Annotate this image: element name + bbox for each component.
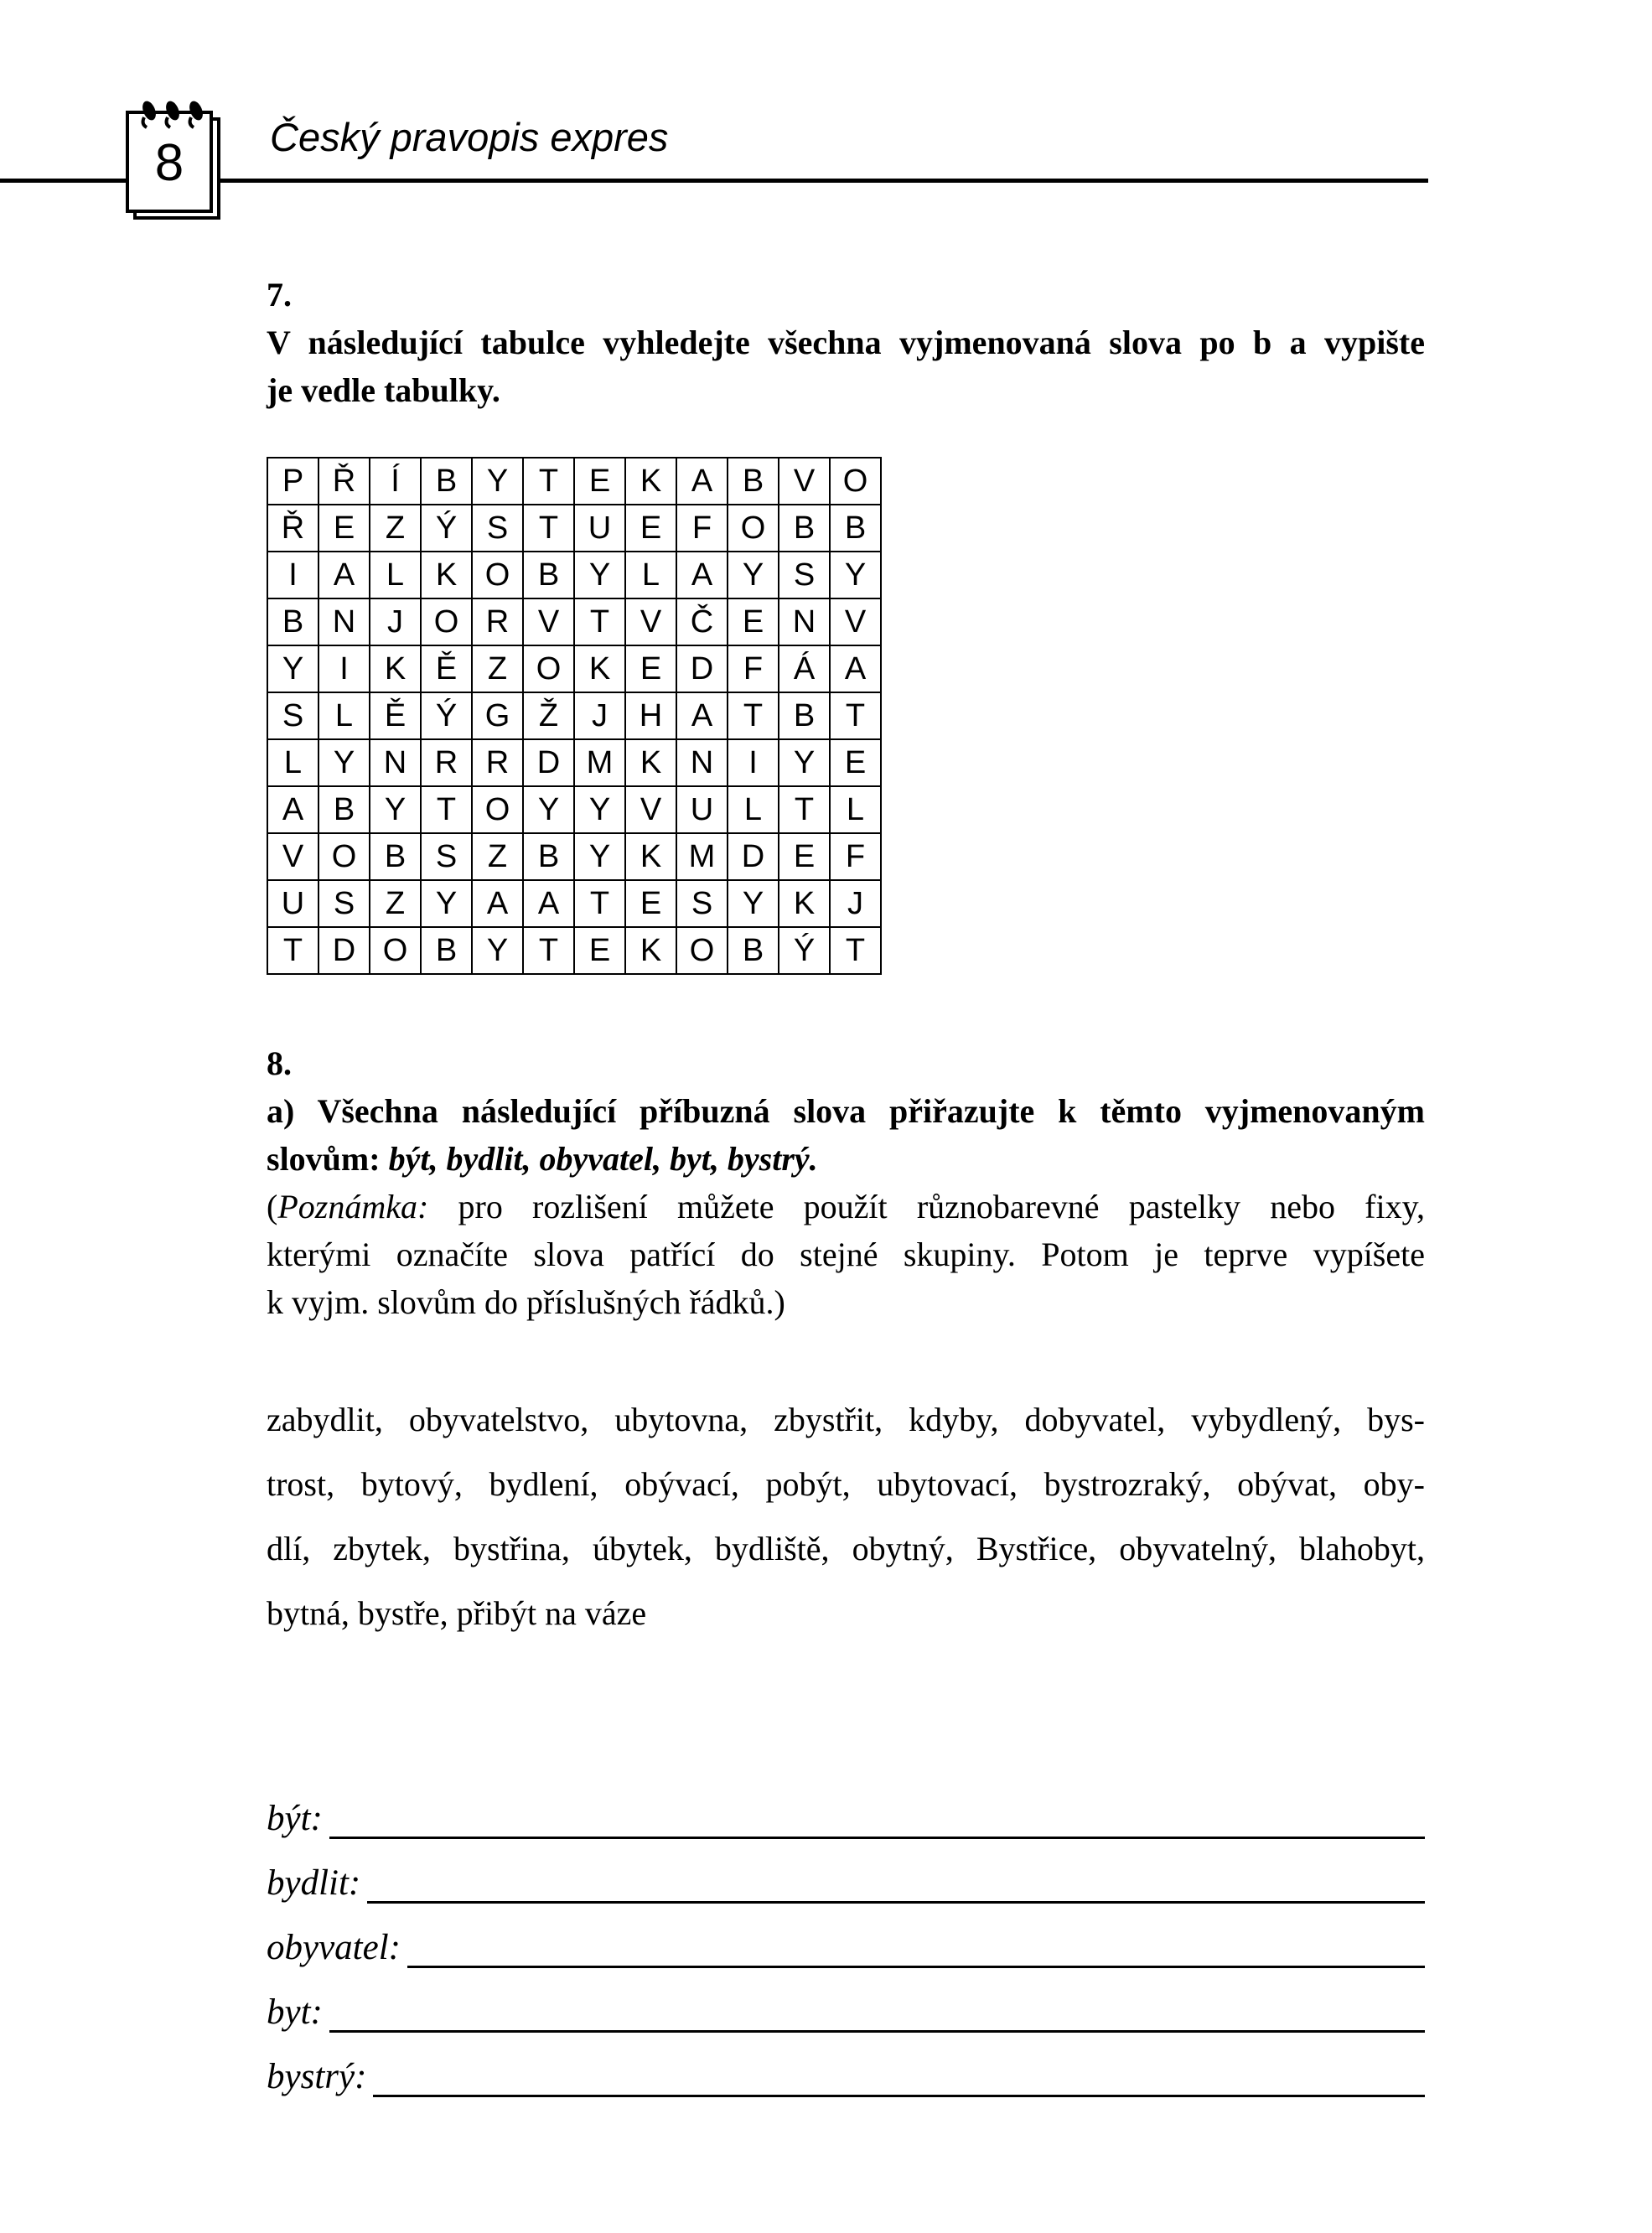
grid-cell: Ě — [370, 692, 421, 739]
grid-cell: U — [676, 786, 728, 833]
grid-cell: Y — [574, 552, 625, 598]
answer-label: bydlit: — [267, 1863, 361, 1904]
grid-cell: R — [421, 739, 472, 786]
grid-cell: T — [523, 927, 574, 974]
answer-row — [267, 1777, 1425, 1842]
exercise8-instruction-line1: a) Všechna následující příbuzná slova přiřazujte k těmto vyjmenovaným — [267, 1092, 1425, 1130]
grid-cell: J — [370, 598, 421, 645]
grid-cell: L — [318, 692, 370, 739]
exercise7-section — [267, 271, 1425, 975]
word-list-line: trost, bytový, bydlení, obývací, pobýt, ubytovací, bystrozraký, obývat, oby- — [267, 1465, 1425, 1503]
grid-cell: S — [267, 692, 318, 739]
grid-cell: Y — [267, 645, 318, 692]
grid-cell: T — [728, 692, 779, 739]
grid-cell: O — [472, 786, 523, 833]
grid-cell: E — [779, 833, 830, 880]
exercise8-keywords: být, bydlit, obyvatel, byt, bystrý. — [388, 1140, 818, 1178]
grid-cell: Ž — [523, 692, 574, 739]
grid-cell: J — [574, 692, 625, 739]
grid-cell: Z — [370, 505, 421, 552]
grid-cell: L — [728, 786, 779, 833]
grid-cell: Y — [779, 739, 830, 786]
grid-cell: O — [318, 833, 370, 880]
grid-cell: O — [676, 927, 728, 974]
grid-cell: V — [779, 458, 830, 505]
grid-cell: O — [523, 645, 574, 692]
grid-row — [267, 927, 881, 974]
grid-cell: V — [523, 598, 574, 645]
grid-cell: E — [625, 505, 676, 552]
grid-cell: O — [421, 598, 472, 645]
grid-cell: A — [267, 786, 318, 833]
grid-cell: K — [421, 552, 472, 598]
grid-cell: Z — [472, 645, 523, 692]
grid-cell: R — [472, 739, 523, 786]
answer-label: byt: — [267, 1992, 323, 2033]
grid-cell: S — [779, 552, 830, 598]
grid-cell: O — [370, 927, 421, 974]
grid-cell: Y — [728, 552, 779, 598]
grid-cell: A — [676, 552, 728, 598]
grid-cell: S — [472, 505, 523, 552]
grid-cell: Č — [676, 598, 728, 645]
grid-cell: N — [779, 598, 830, 645]
grid-cell: Z — [370, 880, 421, 927]
grid-cell: L — [370, 552, 421, 598]
note-lead: Poznámka: — [277, 1188, 429, 1225]
grid-cell: Y — [523, 786, 574, 833]
grid-cell: T — [779, 786, 830, 833]
grid-cell: E — [728, 598, 779, 645]
grid-row — [267, 833, 881, 880]
answer-lines — [267, 1777, 1425, 2100]
grid-cell: T — [574, 598, 625, 645]
grid-cell: M — [574, 739, 625, 786]
note-line1 — [267, 1183, 1425, 1230]
grid-cell: U — [574, 505, 625, 552]
grid-cell: K — [370, 645, 421, 692]
grid-cell: K — [625, 458, 676, 505]
grid-cell: I — [267, 552, 318, 598]
answer-row — [267, 1971, 1425, 2035]
grid-row — [267, 645, 881, 692]
grid-cell: P — [267, 458, 318, 505]
answer-label: obyvatel: — [267, 1928, 401, 1968]
grid-cell: Á — [779, 645, 830, 692]
grid-row — [267, 505, 881, 552]
grid-cell: B — [421, 927, 472, 974]
answer-row — [267, 1906, 1425, 1971]
answer-blank-line — [329, 1825, 1425, 1839]
grid-cell: I — [728, 739, 779, 786]
book-title: Český pravopis expres — [270, 115, 669, 159]
grid-cell: A — [676, 692, 728, 739]
grid-cell: Y — [574, 786, 625, 833]
answer-label: být: — [267, 1799, 323, 1839]
grid-cell: K — [625, 927, 676, 974]
grid-cell: B — [421, 458, 472, 505]
word-list-line: dlí, zbytek, bystřina, úbytek, bydliště, obytný, Bystřice, obyvatelný, blahobyt, — [267, 1530, 1425, 1567]
grid-cell: I — [318, 645, 370, 692]
exercise8-number: 8. — [267, 1044, 292, 1082]
grid-row — [267, 692, 881, 739]
grid-cell: K — [625, 833, 676, 880]
grid-cell: B — [267, 598, 318, 645]
exercise7-instruction-line2: je vedle tabulky. — [267, 371, 500, 409]
grid-cell: E — [574, 927, 625, 974]
answer-blank-line — [367, 1889, 1425, 1904]
grid-cell: S — [676, 880, 728, 927]
grid-cell: B — [370, 833, 421, 880]
grid-cell: Ý — [421, 692, 472, 739]
grid-cell: L — [625, 552, 676, 598]
word-list-line: bytná, bystře, přibýt na váze — [267, 1594, 647, 1632]
grid-row — [267, 786, 881, 833]
grid-cell: Ě — [421, 645, 472, 692]
grid-cell: Y — [472, 927, 523, 974]
grid-cell: B — [830, 505, 881, 552]
grid-cell: Y — [370, 786, 421, 833]
grid-cell: L — [830, 786, 881, 833]
grid-cell: B — [779, 505, 830, 552]
grid-cell: J — [830, 880, 881, 927]
answer-label: bystrý: — [267, 2057, 367, 2097]
note-line3: k vyjm. slovům do příslušných řádků.) — [267, 1283, 785, 1321]
note-line1-rest: pro rozlišení můžete použít různobarevné pastelky nebo fixy, — [428, 1188, 1425, 1225]
answer-row — [267, 1842, 1425, 1906]
grid-cell: A — [676, 458, 728, 505]
answer-blank-line — [373, 2083, 1425, 2097]
word-search-grid — [267, 457, 882, 975]
grid-cell: O — [472, 552, 523, 598]
grid-cell: Y — [574, 833, 625, 880]
exercise8-instruction-line2 — [267, 1135, 1425, 1183]
grid-cell: Y — [472, 458, 523, 505]
page-number-badge — [119, 94, 230, 226]
grid-cell: H — [625, 692, 676, 739]
grid-cell: U — [267, 880, 318, 927]
grid-cell: Y — [728, 880, 779, 927]
grid-cell: G — [472, 692, 523, 739]
word-list — [267, 1387, 1425, 1645]
grid-cell: T — [267, 927, 318, 974]
grid-cell: A — [523, 880, 574, 927]
grid-cell: B — [728, 927, 779, 974]
grid-row — [267, 598, 881, 645]
grid-cell: A — [318, 552, 370, 598]
grid-cell: E — [830, 739, 881, 786]
grid-cell: B — [779, 692, 830, 739]
grid-cell: T — [523, 505, 574, 552]
exercise8-keywords-prefix: slovům: — [267, 1140, 389, 1178]
grid-cell: N — [318, 598, 370, 645]
grid-cell: Í — [370, 458, 421, 505]
grid-cell: E — [625, 880, 676, 927]
grid-cell: T — [830, 692, 881, 739]
grid-cell: D — [676, 645, 728, 692]
grid-cell: B — [523, 833, 574, 880]
grid-cell: E — [574, 458, 625, 505]
grid-cell: M — [676, 833, 728, 880]
grid-cell: K — [625, 739, 676, 786]
grid-cell: L — [267, 739, 318, 786]
grid-row — [267, 552, 881, 598]
note-open-paren: ( — [267, 1188, 278, 1225]
grid-cell: Ý — [421, 505, 472, 552]
grid-cell: E — [625, 645, 676, 692]
grid-cell: T — [830, 927, 881, 974]
grid-row — [267, 880, 881, 927]
grid-cell: O — [830, 458, 881, 505]
grid-cell: K — [779, 880, 830, 927]
answer-blank-line — [407, 1954, 1425, 1968]
note-line2: kterými označíte slova patřící do stejné skupiny. Potom je teprve vypíšete — [267, 1236, 1425, 1273]
exercise7-number: 7. — [267, 276, 292, 313]
grid-cell: B — [523, 552, 574, 598]
grid-cell: K — [574, 645, 625, 692]
grid-cell: D — [318, 927, 370, 974]
grid-cell: F — [728, 645, 779, 692]
grid-cell: D — [523, 739, 574, 786]
grid-cell: T — [574, 880, 625, 927]
grid-cell: V — [267, 833, 318, 880]
grid-cell: Z — [472, 833, 523, 880]
answer-blank-line — [329, 2018, 1425, 2033]
grid-cell: S — [318, 880, 370, 927]
grid-cell: V — [625, 598, 676, 645]
grid-cell: Ý — [779, 927, 830, 974]
grid-cell: A — [472, 880, 523, 927]
grid-cell: E — [318, 505, 370, 552]
grid-cell: B — [728, 458, 779, 505]
grid-cell: D — [728, 833, 779, 880]
grid-cell: V — [830, 598, 881, 645]
grid-cell: S — [421, 833, 472, 880]
grid-cell: Y — [830, 552, 881, 598]
grid-cell: T — [523, 458, 574, 505]
grid-cell: Ř — [267, 505, 318, 552]
grid-cell: O — [728, 505, 779, 552]
grid-cell: R — [472, 598, 523, 645]
grid-cell: Y — [318, 739, 370, 786]
grid-cell: N — [370, 739, 421, 786]
exercise8-section — [267, 1039, 1425, 2100]
grid-row — [267, 458, 881, 505]
grid-row — [267, 739, 881, 786]
grid-cell: Y — [421, 880, 472, 927]
grid-cell: A — [830, 645, 881, 692]
grid-cell: T — [421, 786, 472, 833]
grid-cell: B — [318, 786, 370, 833]
grid-cell: N — [676, 739, 728, 786]
page-number: 8 — [154, 134, 184, 192]
grid-cell: V — [625, 786, 676, 833]
grid-cell: F — [676, 505, 728, 552]
exercise7-instruction-line1: V následující tabulce vyhledejte všechna vyjmenovaná slova po b a vypište — [267, 324, 1425, 361]
word-list-line: zabydlit, obyvatelstvo, ubytovna, zbystřit, kdyby, dobyvatel, vybydlený, bys- — [267, 1401, 1425, 1438]
answer-row — [267, 2035, 1425, 2100]
grid-cell: F — [830, 833, 881, 880]
grid-cell: Ř — [318, 458, 370, 505]
